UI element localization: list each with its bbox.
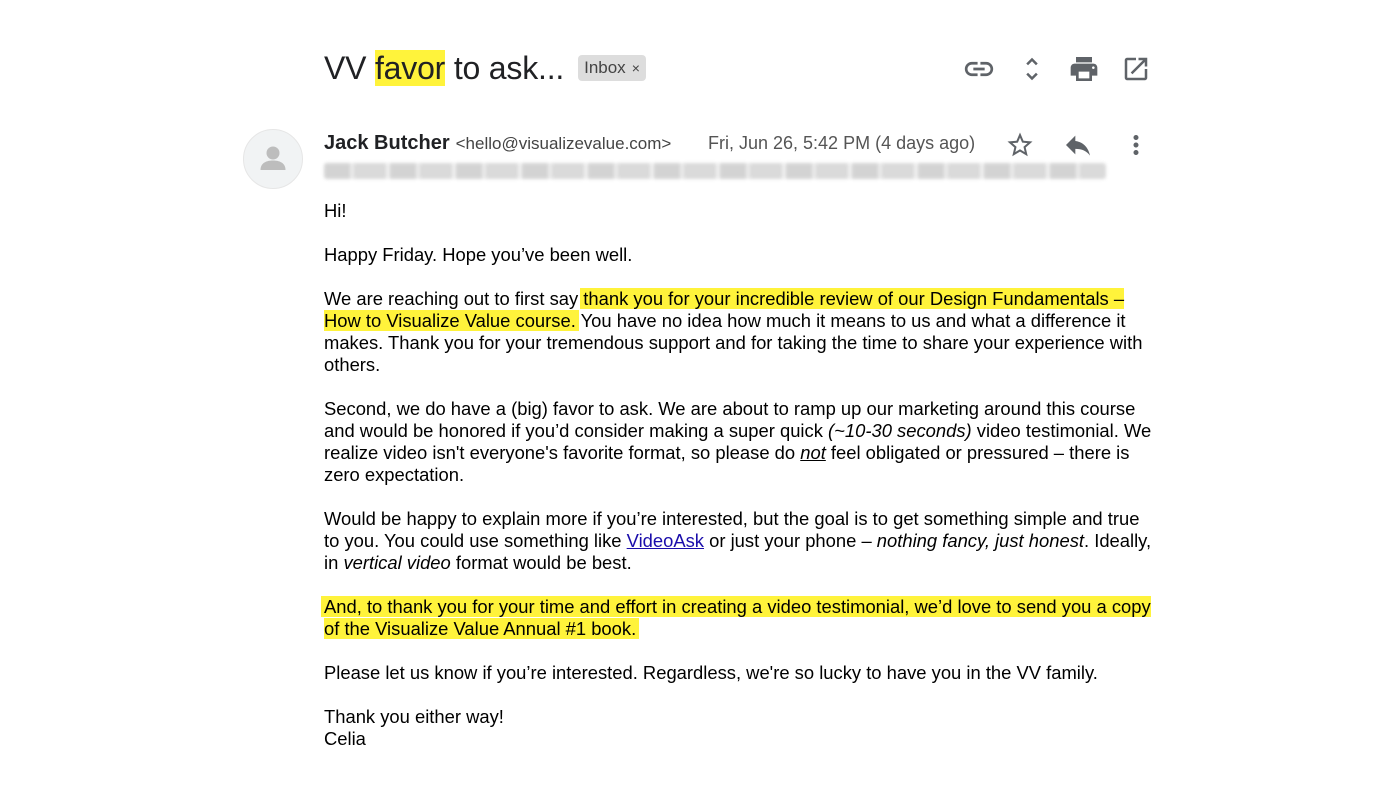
p4-emphasis: nothing fancy, just honest xyxy=(876,530,1084,551)
person-icon xyxy=(244,130,302,188)
paragraph-2 xyxy=(324,288,1154,376)
link-icon[interactable] xyxy=(960,50,998,88)
paragraph-6: Please let us know if you’re interested. Regardless, we're so lucky to have you in the VV family. xyxy=(324,662,1098,683)
sender-line xyxy=(324,132,671,156)
reply-icon[interactable] xyxy=(1059,126,1097,164)
p4-text-c: . Ideally, in xyxy=(324,530,1152,573)
signature: Celia xyxy=(324,728,366,749)
recipients-text xyxy=(324,163,325,164)
star-icon[interactable] xyxy=(1001,126,1039,164)
open-in-new-window-icon[interactable] xyxy=(1117,50,1155,88)
subject-suffix: to ask... xyxy=(445,49,565,86)
inbox-label-chip[interactable] xyxy=(578,55,646,81)
p5-highlight: And, to thank you for your time and effort in creating a video testimonial, we’d love to send you a copy of the Visualize Value Annual #1 book. xyxy=(324,596,1151,639)
thread-toolbar xyxy=(960,50,1150,88)
p4-text-a: Would be happy to explain more if you’re interested, but the goal is to get something simple and true to you. You could use something like xyxy=(324,508,1140,551)
subject-prefix: VV xyxy=(324,49,375,86)
p3-not: not xyxy=(800,442,826,463)
message-date: Fri, Jun 26, 5:42 PM (4 days ago) xyxy=(708,133,976,153)
p3-text-c: feel obligated or pressured – there is zero expectation. xyxy=(324,442,1130,485)
greeting: Hi! xyxy=(324,200,347,221)
p4-emphasis-2: vertical video xyxy=(343,552,451,573)
p4-text-b: or just your phone – xyxy=(704,530,877,551)
recipients-blurred xyxy=(324,163,1106,179)
subject-row xyxy=(324,44,646,92)
print-icon[interactable] xyxy=(1065,50,1103,88)
p2-highlight: thank you for your incredible review of our Design Fundamentals – How to Visualize Value course. xyxy=(324,288,1125,331)
unfold-icon[interactable] xyxy=(1013,50,1051,88)
remove-label-icon[interactable]: × xyxy=(631,60,640,76)
videoask-link[interactable]: VideoAsk xyxy=(626,530,705,551)
email-subject xyxy=(324,50,564,87)
subject-highlight: favor xyxy=(374,49,446,86)
p3-text-b: video testimonial. We realize video isn't everyone's favorite format, so please do xyxy=(324,420,1152,463)
p2-text-b: You have no idea how much it means to us and what a difference it makes. Thank you for your tremendous support and for taking the time to share your experience with others. xyxy=(324,310,1143,375)
more-vertical-icon[interactable] xyxy=(1117,126,1155,164)
sender-avatar[interactable] xyxy=(243,129,303,189)
paragraph-1: Happy Friday. Hope you’ve been well. xyxy=(324,244,633,265)
p4-text-d: format would be best. xyxy=(450,552,632,573)
paragraph-5 xyxy=(324,596,1154,640)
paragraph-3 xyxy=(324,398,1154,486)
p2-text-a: We are reaching out to first say xyxy=(324,288,584,309)
paragraph-4 xyxy=(324,508,1154,574)
sender-name[interactable]: Jack Butcher xyxy=(324,132,450,154)
p3-duration: (~10-30 seconds) xyxy=(828,420,972,441)
label-text: Inbox xyxy=(584,58,626,77)
sender-email: <hello@visualizevalue.com> xyxy=(455,134,672,153)
p3-text-a: Second, we do have a (big) favor to ask. We are about to ramp up our marketing around this course and would be honored if you’d consider making a super quick xyxy=(324,398,1136,441)
signoff: Thank you either way! xyxy=(324,706,504,727)
message-body xyxy=(324,200,1154,750)
